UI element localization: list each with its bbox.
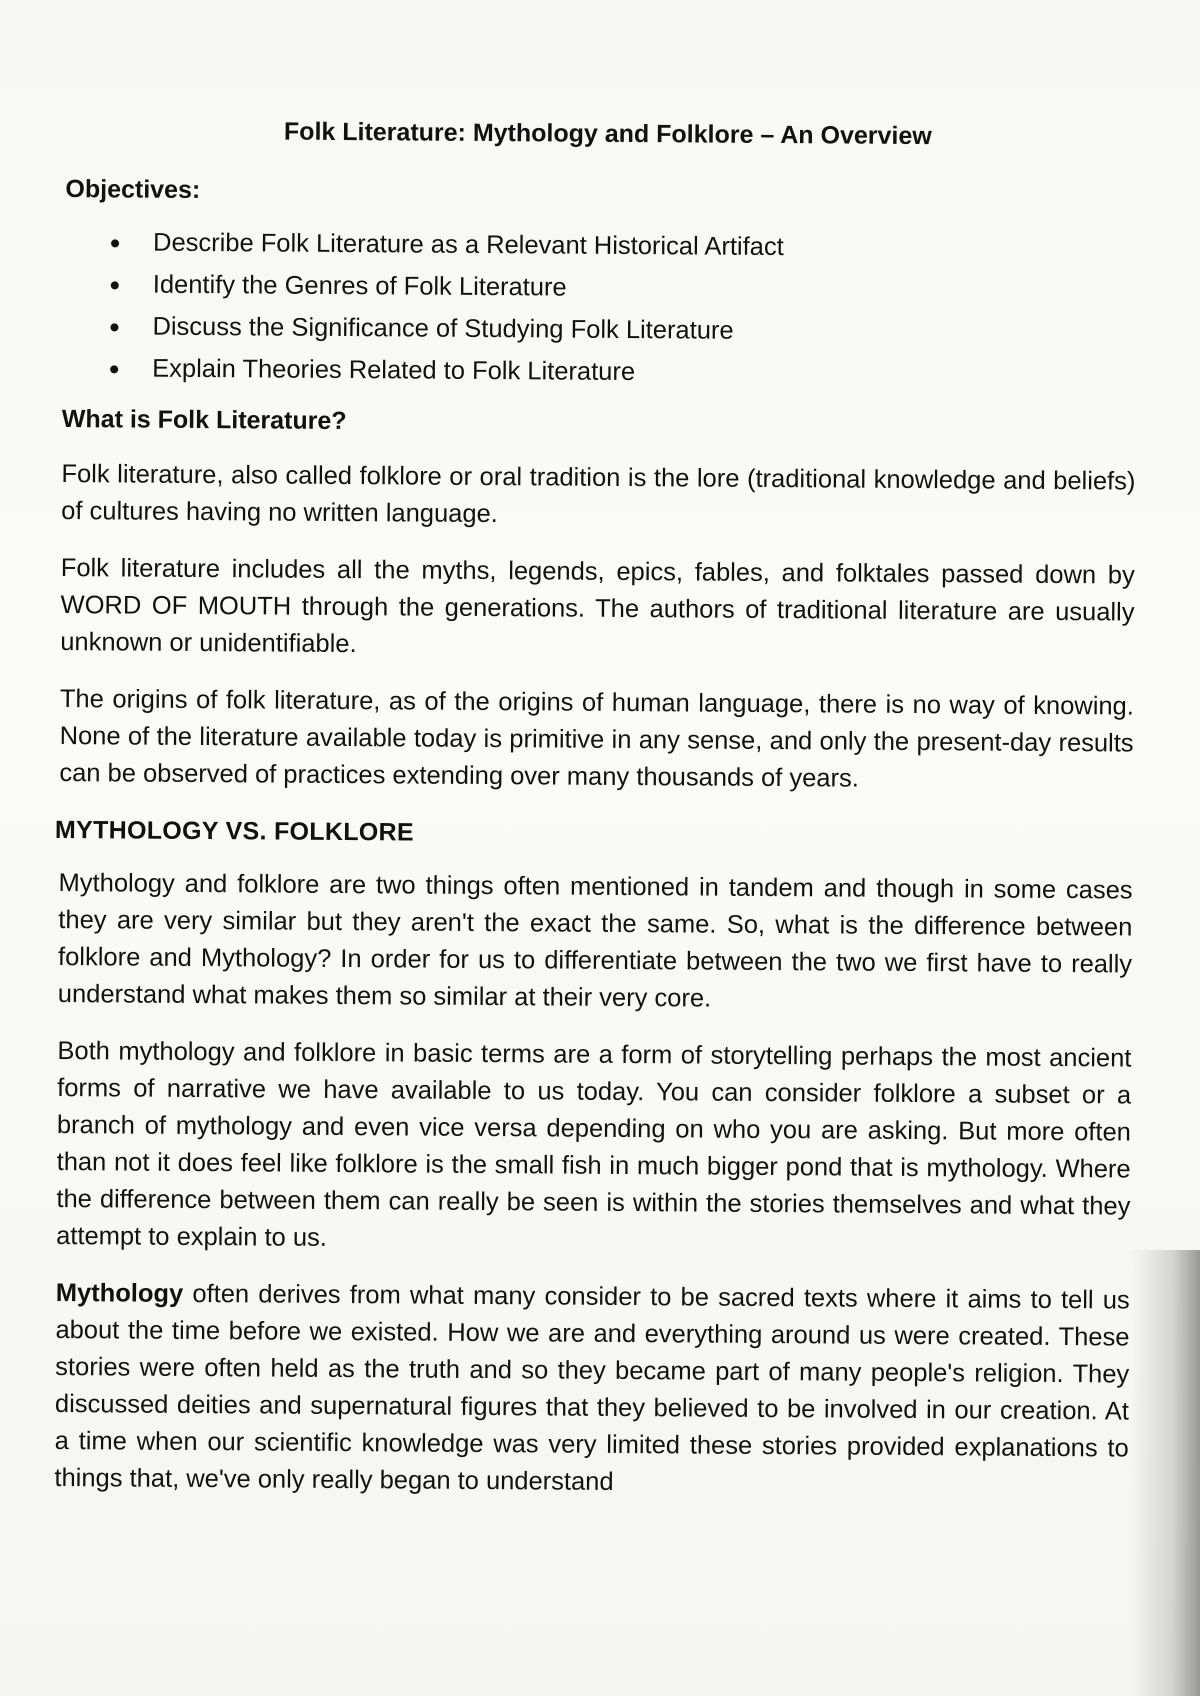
objectives-list bbox=[100, 224, 1137, 394]
objective-item: Describe Folk Literature as a Relevant Historical Artifact bbox=[101, 224, 1137, 268]
paragraph: Folk literature includes all the myths, legends, epics, fables, and folktales passed down by WORD OF MOUTH through the generations. The authors of traditional literature are usually unknown or unidentifiable. bbox=[60, 554, 1135, 659]
document-body bbox=[48, 112, 1138, 1525]
mythology-lead-term: Mythology bbox=[55, 1279, 184, 1308]
objective-item: Explain Theories Related to Folk Literature bbox=[100, 350, 1136, 394]
mythology-paragraph-text: often derives from what many consider to be sacred texts where it aims to tell us about the time before we existed. How we are and everything around us were created. These stories were often held as the truth and so they became part of many people's religion. They discussed deities and supernatural figures that they believed to be involved in our creation. At a time when our scientific knowledge was very limited these stories provided explanations to things that, we've only really began to understand bbox=[54, 1279, 1130, 1496]
paragraph: Both mythology and folklore in basic terms are a form of storytelling perhaps the most ancient forms of narrative we have available to us today. You can consider folklore a subset or a branch of mythology and even vice versa depending on who you are asking. But more often than not it does feel like folklore is the small fish in much bigger pond that is mythology. Where the difference between them can really be seen is within the stories themselves and what they attempt to explain to us. bbox=[56, 1037, 1132, 1252]
section-heading-mythology-vs-folklore: MYTHOLOGY VS. FOLKLORE bbox=[54, 815, 415, 847]
document-title: Folk Literature: Mythology and Folklore – An Overview bbox=[283, 117, 932, 151]
paragraph-mythology bbox=[54, 1275, 1130, 1504]
objective-item: Identify the Genres of Folk Literature bbox=[101, 266, 1137, 310]
objectives-label: Objectives: bbox=[65, 175, 201, 204]
paragraph: Mythology and folklore are two things often mentioned in tandem and though in some cases they are very similar but they aren't the exact the same. So, what is the difference between folklore and Mythology? In order for us to differentiate between the two we first have to really understand what makes them so similar at their very core. bbox=[57, 869, 1133, 1013]
paragraph: Folk literature, also called folklore or oral tradition is the lore (traditional knowledge and beliefs) of cultures having no written language. bbox=[61, 460, 1136, 529]
section-heading-folk-literature: What is Folk Literature? bbox=[61, 405, 347, 436]
paragraph: The origins of folk literature, as of the origins of human language, there is no way of knowing. None of the literature available today is primitive in any sense, and only the present-day results can be observed of practices extending over many thousands of years. bbox=[59, 685, 1134, 793]
page-edge-shadow bbox=[1130, 1250, 1200, 1696]
objective-item: Discuss the Significance of Studying Folk Literature bbox=[100, 308, 1136, 352]
